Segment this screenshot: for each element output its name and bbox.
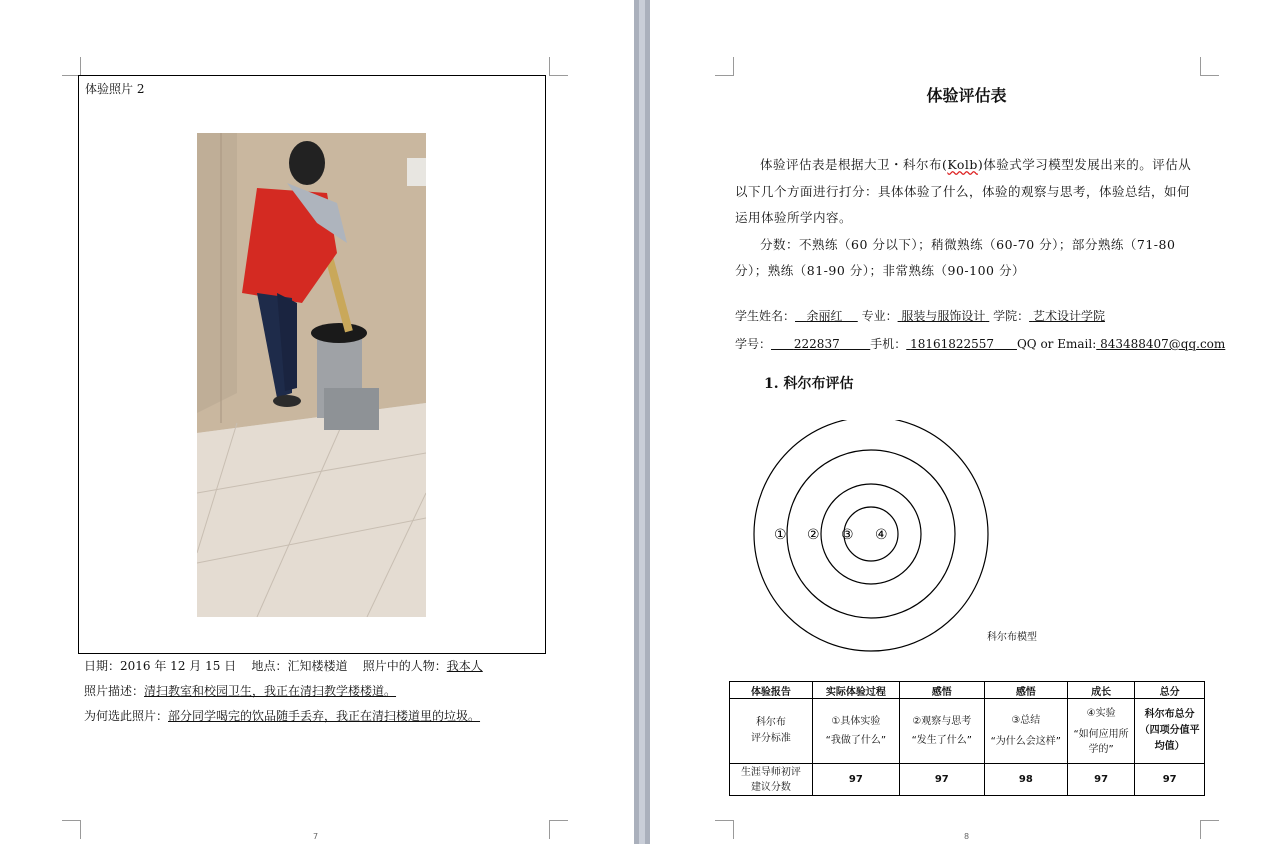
student-info-line-1 [735,307,1105,324]
header-cell: 感悟 [899,682,984,699]
criteria-title: ③总结 [1011,715,1041,726]
score-cell: 97 [1067,764,1135,796]
ring-1 [754,420,988,651]
criteria-cell [984,699,1067,764]
page-number: 7 [313,832,319,841]
major-value: 服装与服饰设计 [901,309,986,323]
college-label: 学院： [993,309,1030,323]
table-criteria-row [730,699,1205,764]
page-8 [650,0,1283,844]
major-label: 专业： [861,309,898,323]
score-cell: 97 [899,764,984,796]
photo-label: 体验照片 2 [85,82,145,96]
place-value: 汇知楼楼道 [287,659,348,673]
page-7 [0,0,634,844]
college-value: 艺术设计学院 [1032,309,1105,323]
row-label-criteria: 科尔布 评分标准 [730,699,813,764]
photo-frame [78,75,546,654]
ring-3 [821,484,921,584]
student-info-line-2 [735,335,1225,352]
kolb-model-diagram [750,420,990,652]
score-cell: 97 [812,764,899,796]
date-label: 日期： [84,659,121,673]
header-cell: 感悟 [984,682,1067,699]
intro-kolb: Kolb [947,157,978,172]
name-value: 余丽红 [806,309,843,323]
criteria-quote: “如何应用所学的” [1073,728,1129,755]
photo-info-line [84,657,483,674]
crop-mark [715,820,734,839]
page-number: 8 [964,832,970,841]
page-title: 体验评估表 [926,86,1007,105]
ring-label-2: ② [807,527,820,543]
place-label: 地点： [251,659,288,673]
criteria-title: ②观察与思考 [912,716,972,727]
scores-text: 分数：不熟练（60 分以下）；稍微熟练（60-70 分）；部分熟练（71-80 分）；熟练（81-90 分）；非常熟练（90-100 分） [735,236,1176,278]
id-label: 学号： [735,337,772,351]
email-value: 843488407@qq.com [1100,337,1226,351]
crop-mark [62,820,81,839]
person-label: 照片中的人物： [362,659,447,673]
row-label-scores: 生涯导师初评 建议分数 [730,764,813,796]
desc-value: 清扫教室和校园卫生，我正在清扫教学楼楼道。 [144,684,397,698]
header-cell: 实际体验过程 [812,682,899,699]
ring-label-4: ④ [875,527,888,543]
score-cell: 98 [984,764,1067,796]
phone-label: 手机： [870,337,907,351]
crop-mark [1200,820,1219,839]
section-title: 1. 科尔布评估 [764,376,854,392]
intro-text-b: )体验式学习模型发展出来的。评估从以下几个方面进行打分：具体体验了什么，体验的观察与思考，体验总结，如何运用体验所学内容。 [735,157,1192,225]
score-cell: 97 [1135,764,1205,796]
criteria-title: ①具体实验 [831,716,881,727]
crop-mark [715,57,734,76]
criteria-quote: “为什么会这样” [990,736,1061,747]
ring-label-1: ① [774,527,787,543]
criteria-quote: “发生了什么” [911,735,972,746]
photo-reason [84,707,480,724]
crop-mark [549,57,568,76]
header-cell: 总分 [1135,682,1205,699]
desc-label: 照片描述： [84,684,145,698]
criteria-cell [899,699,984,764]
criteria-title: ④实验 [1086,707,1116,719]
ring-label-3: ③ [841,527,854,543]
criteria-quote: “我做了什么” [825,735,887,746]
date-value: 2016 年 12 月 15 日 [120,659,237,673]
intro-paragraph [735,152,1195,285]
id-value: 222837 [793,337,840,351]
intro-text-a: 体验评估表是根据大卫・科尔布( [760,157,948,172]
crop-mark [549,820,568,839]
header-cell: 成长 [1067,682,1135,699]
why-label: 为何选此照片： [84,709,169,723]
total-criteria: 科尔布总分（四项分值平均值） [1135,699,1205,764]
page-divider [634,0,650,844]
criteria-cell [1067,699,1135,764]
phone-value: 18161822557 [910,337,995,351]
photo-description [84,682,396,699]
crop-mark [62,57,81,76]
model-caption: 科尔布模型 [987,632,1037,643]
table-score-row [730,764,1205,796]
name-label: 学生姓名： [735,309,796,323]
criteria-cell [812,699,899,764]
photo-cleaning-hallway [197,133,426,617]
table-header-row [730,682,1205,699]
why-value: 部分同学喝完的饮品随手丢弃，我正在清扫楼道里的垃圾。 [168,709,481,723]
crop-mark [1200,57,1219,76]
email-label: QQ or Email: [1016,337,1097,351]
person-value: 我本人 [446,659,483,673]
header-cell: 体验报告 [730,682,813,699]
evaluation-table [729,681,1205,796]
